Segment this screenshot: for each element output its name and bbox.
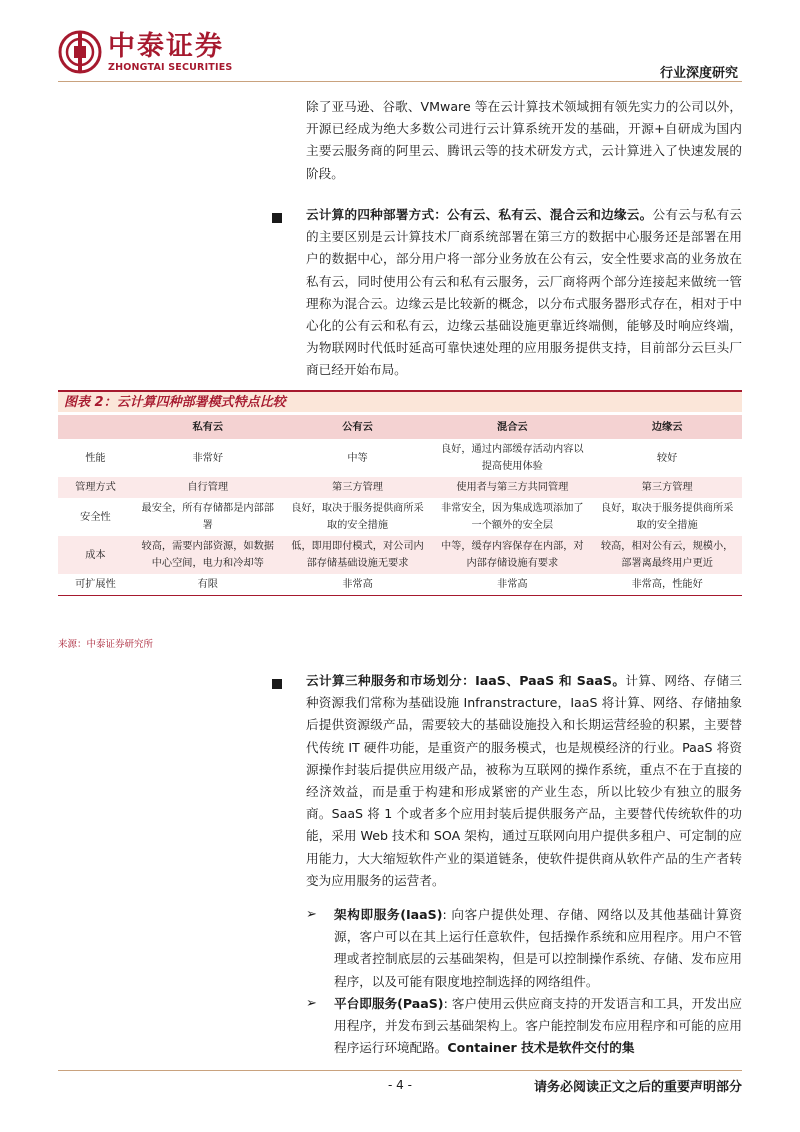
sub-item-body: : 客户使用云供应商支持的开发语言和工具，开发出应用程序，并发布到云基础架构上。客户能控制发布应用程序和可能的应用程序运行环境配路。 (334, 996, 742, 1056)
table-cell: 有限 (133, 574, 283, 596)
table-cell: 良好，取决于服务提供商所采取的安全措施 (600, 503, 734, 531)
row-header: 成本 (58, 536, 133, 574)
arrow-bullet-icon: ➢ (306, 907, 317, 922)
table-cell: 第三方管理 (283, 477, 433, 498)
footer-divider (58, 1070, 742, 1071)
table-cell: 非常高 (283, 574, 433, 596)
table-title: 图表 2：云计算四种部署模式特点比较 (58, 390, 742, 412)
sub-item-body: : 向客户提供处理、存储、网络以及其他基础计算资源，客户可以在其上运行任意软件，包括操作系统和应用程序。用户不管理或者控制底层的云基础架构，但是可以控制操作系统、存储、发布应用程序，以及可能有限度地控制选择的网络组件。 (334, 907, 742, 989)
table-cell: 非常高 (432, 574, 592, 596)
section-deployment (306, 204, 742, 382)
table-source: 来源：中泰证券研究所 (58, 639, 154, 650)
table-cell: 良好，取决于服务提供商所采取的安全措施 (291, 503, 424, 531)
square-bullet-icon (272, 213, 282, 223)
table-row (58, 439, 742, 477)
row-header: 可扩展性 (58, 574, 133, 596)
page-number: - 4 - (388, 1078, 412, 1092)
table-row (58, 477, 742, 498)
row-header: 管理方式 (58, 477, 133, 498)
section-body: 公有云与私有云的主要区别是云计算技术厂商系统部署在第三方的数据中心服务还是部署在用户的数据中心，部分用户将一部分业务放在公有云，安全性要求高的业务放在私有云，同时使用公有云和私有云服务，云厂商将两个部分连接起来做统一管理称为混合云。边缘云是比较新的概念，以分布式服务器形式存在，相对于中心化的公有云和私有云，边缘云基础设施更靠近终端侧，能够及时响应终端，为物联网时代低时延高可靠快速处理的应用服务提供支持，目前部分云巨头厂商已经开始布局。 (306, 207, 743, 378)
deployment-comparison-table (58, 415, 742, 596)
table-header-cell: 私有云 (133, 415, 283, 439)
sub-item-paas (334, 993, 742, 1060)
square-bullet-icon (272, 679, 282, 689)
table-row (58, 574, 742, 596)
table-header-cell: 混合云 (432, 415, 592, 439)
table-cell: 最安全，所有存储都是内部部署 (141, 503, 274, 531)
section-heading: 云计算的四种部署方式：公有云、私有云、混合云和边缘云。 (306, 207, 653, 222)
table-cell: 非常好 (192, 452, 224, 464)
table-cell: 非常安全，因为集成选项添加了一个额外的安全层 (440, 503, 584, 531)
logo-chinese-name: 中泰证券 (108, 30, 224, 62)
table-cell: 第三方管理 (592, 477, 742, 498)
report-type-label: 行业深度研究 (659, 66, 738, 81)
company-logo (58, 30, 232, 74)
sub-item-heading: 架构即服务(IaaS) (334, 907, 443, 922)
sub-item-heading: 平台即服务(PaaS) (334, 996, 444, 1011)
row-header: 性能 (85, 452, 106, 464)
section-body: 计算、网络、存储三种资源我们常称为基础设施 Infranstracture，IaaS 将计算、网络、存储抽象后提供资源级产品，需要较大的基础设施投入和长期运营经验的积累，主要替代传统 IT 硬件功能，是重资产的服务模式，也是规模经济的行业。PaaS 将资源操作封装后提供应用级产品，被称为互联网的操作系统，重点不在于直接的经济效益，而是重于构建和形成紧密的产业生态，所以比较少有独立的服务商。SaaS 将 1 个或者多个应用封装后提供服务产品，主要替代传统软件的功能，采用 Web 技术和 SOA 架构，通过互联网向用户提供多租户、可定制的应用能力，大大缩短软件产业的渠道链条，使软件提供商从软件产品的生产者转变为应用服务的运营者。 (306, 673, 742, 888)
table-cell: 较高，相对公有云，规模小，部署离最终用户更近 (592, 536, 742, 574)
zhongtai-logo-icon (58, 30, 102, 74)
table-header-row (58, 415, 742, 439)
sub-item-iaas (334, 904, 742, 993)
intro-paragraph: 除了亚马逊、谷歌、VMware 等在云计算技术领域拥有领先实力的公司以外，开源已经成为绝大多数公司进行云计算系统开发的基础，开源+自研成为国内主要云服务商的阿里云、腾讯云等的技术研发方式，云计算进入了快速发展的阶段。 (306, 99, 742, 181)
section-service-models (306, 670, 742, 892)
table-cell: 中等 (347, 452, 368, 464)
table-row (58, 498, 742, 536)
row-header: 安全性 (80, 511, 111, 523)
table-cell: 较高，需要内部资源，如数据中心空间，电力和冷却等 (133, 536, 283, 574)
footer-disclaimer: 请务必阅读正文之后的重要声明部分 (533, 1080, 742, 1095)
table-cell: 低，即用即付模式，对公司内部存储基础设施无要求 (283, 536, 433, 574)
header-divider (58, 81, 742, 82)
table-cell: 较好 (656, 452, 678, 464)
table-cell: 使用者与第三方共同管理 (432, 477, 592, 498)
table-header-cell: 边缘云 (592, 415, 742, 439)
section-heading: 云计算三种服务和市场划分：IaaS、PaaS 和 SaaS。 (306, 673, 626, 688)
table-cell: 中等，缓存内容保存在内部，对内部存储设施有要求 (432, 536, 592, 574)
table-cell: 良好，通过内部缓存活动内容以提高使用体验 (440, 444, 584, 472)
arrow-bullet-icon: ➢ (306, 996, 317, 1011)
table-cell: 自行管理 (133, 477, 283, 498)
table-header-cell (58, 415, 133, 439)
table-row (58, 536, 742, 574)
table-header-cell: 公有云 (283, 415, 433, 439)
logo-english-name: ZHONGTAI SECURITIES (108, 61, 233, 73)
sub-item-tail: Container 技术是软件交付的集 (447, 1040, 635, 1056)
table-cell: 非常高，性能好 (592, 574, 742, 596)
